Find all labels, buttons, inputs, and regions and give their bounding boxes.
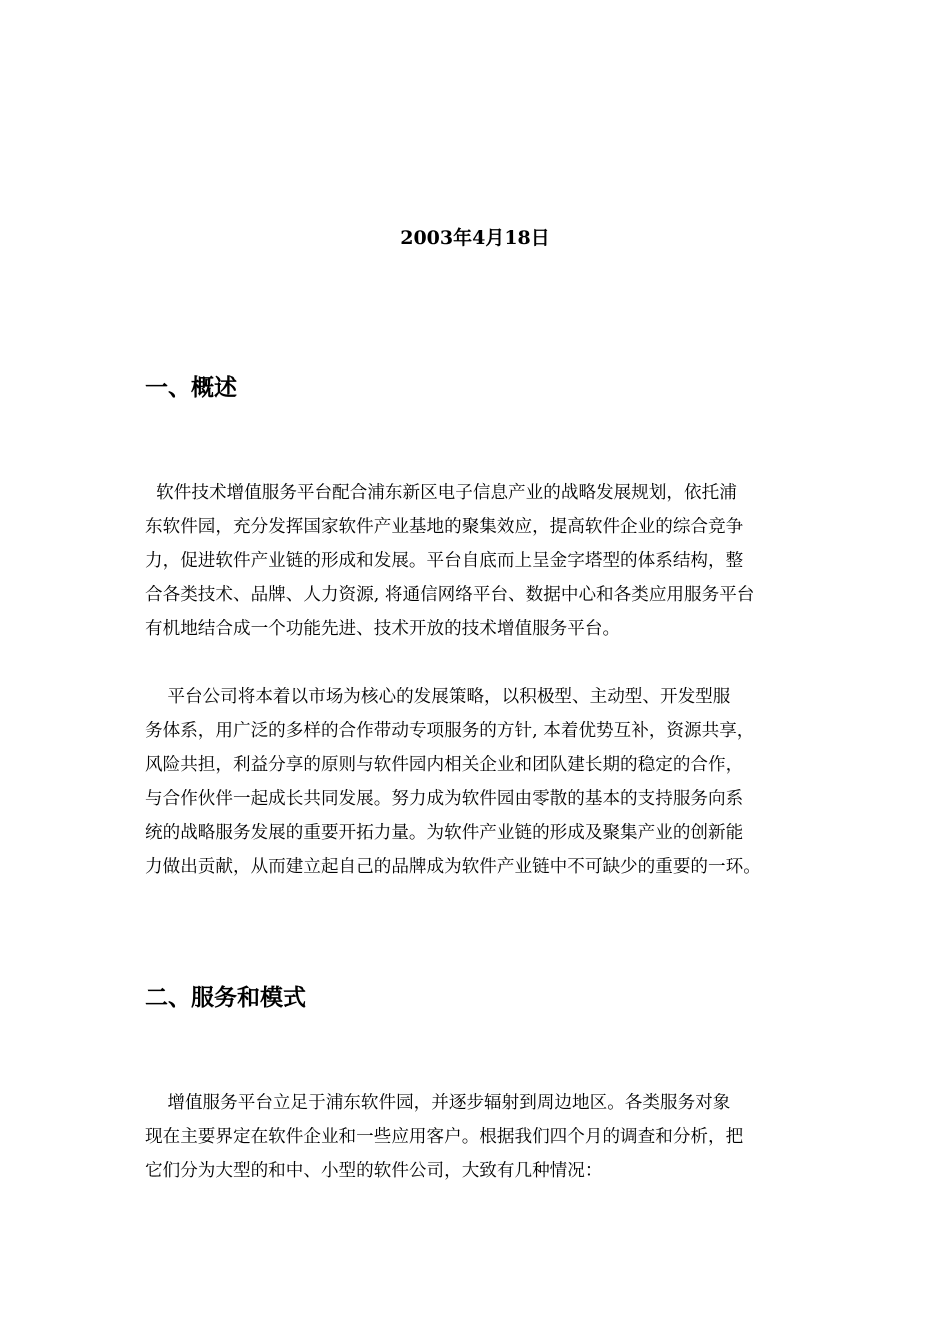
paragraph-line: 统的战略服务发展的重要开拓力量。为软件产业链的形成及聚集产业的创新能 (145, 823, 744, 843)
paragraph-line: 力做出贡献，从而建立起自己的品牌成为软件产业链中不可缺少的重要的一环。 (145, 857, 761, 877)
paragraph-line: 风险共担，利益分享的原则与软件园内相关企业和团队建长期的稳定的合作， (145, 755, 744, 775)
paragraph-line: 力，促进软件产业链的形成和发展。平台自底而上呈金字塔型的体系结构，整 (145, 551, 744, 571)
paragraph-line: 有机地结合成一个功能先进、技术开放的技术增值服务平台。 (145, 619, 621, 639)
paragraph-line: 务体系，用广泛的多样的合作带动专项服务的方针, 本着优势互补，资源共享， (145, 721, 755, 741)
paragraph-line: 东软件园，充分发挥国家软件产业基地的聚集效应，提高软件企业的综合竞争 (145, 517, 744, 537)
paragraph-line: 软件技术增值服务平台配合浦东新区电子信息产业的战略发展规划，依托浦 (145, 483, 737, 503)
paragraph-line: 合各类技术、品牌、人力资源, 将通信网络平台、数据中心和各类应用服务平台 (145, 585, 755, 605)
paragraph-line: 增值服务平台立足于浦东软件园，并逐步辐射到周边地区。各类服务对象 (145, 1093, 731, 1113)
section-heading-services: 二、服务和模式 (145, 985, 306, 1011)
overview-paragraph-1 (145, 476, 810, 646)
overview-paragraph-2 (145, 680, 810, 884)
paragraph-line: 平台公司将本着以市场为核心的发展策略，以积极型、主动型、开发型服 (145, 687, 731, 707)
paragraph-line: 现在主要界定在软件企业和一些应用客户。根据我们四个月的调查和分析，把 (145, 1127, 744, 1147)
section-heading-overview: 一、概述 (145, 375, 237, 401)
paragraph-line: 它们分为大型的和中、小型的软件公司，大致有几种情况： (145, 1161, 603, 1181)
services-paragraph-1 (145, 1086, 810, 1188)
document-date: 2003年4月18日 (400, 227, 550, 249)
paragraph-line: 与合作伙伴一起成长共同发展。努力成为软件园由零散的基本的支持服务向系 (145, 789, 744, 809)
